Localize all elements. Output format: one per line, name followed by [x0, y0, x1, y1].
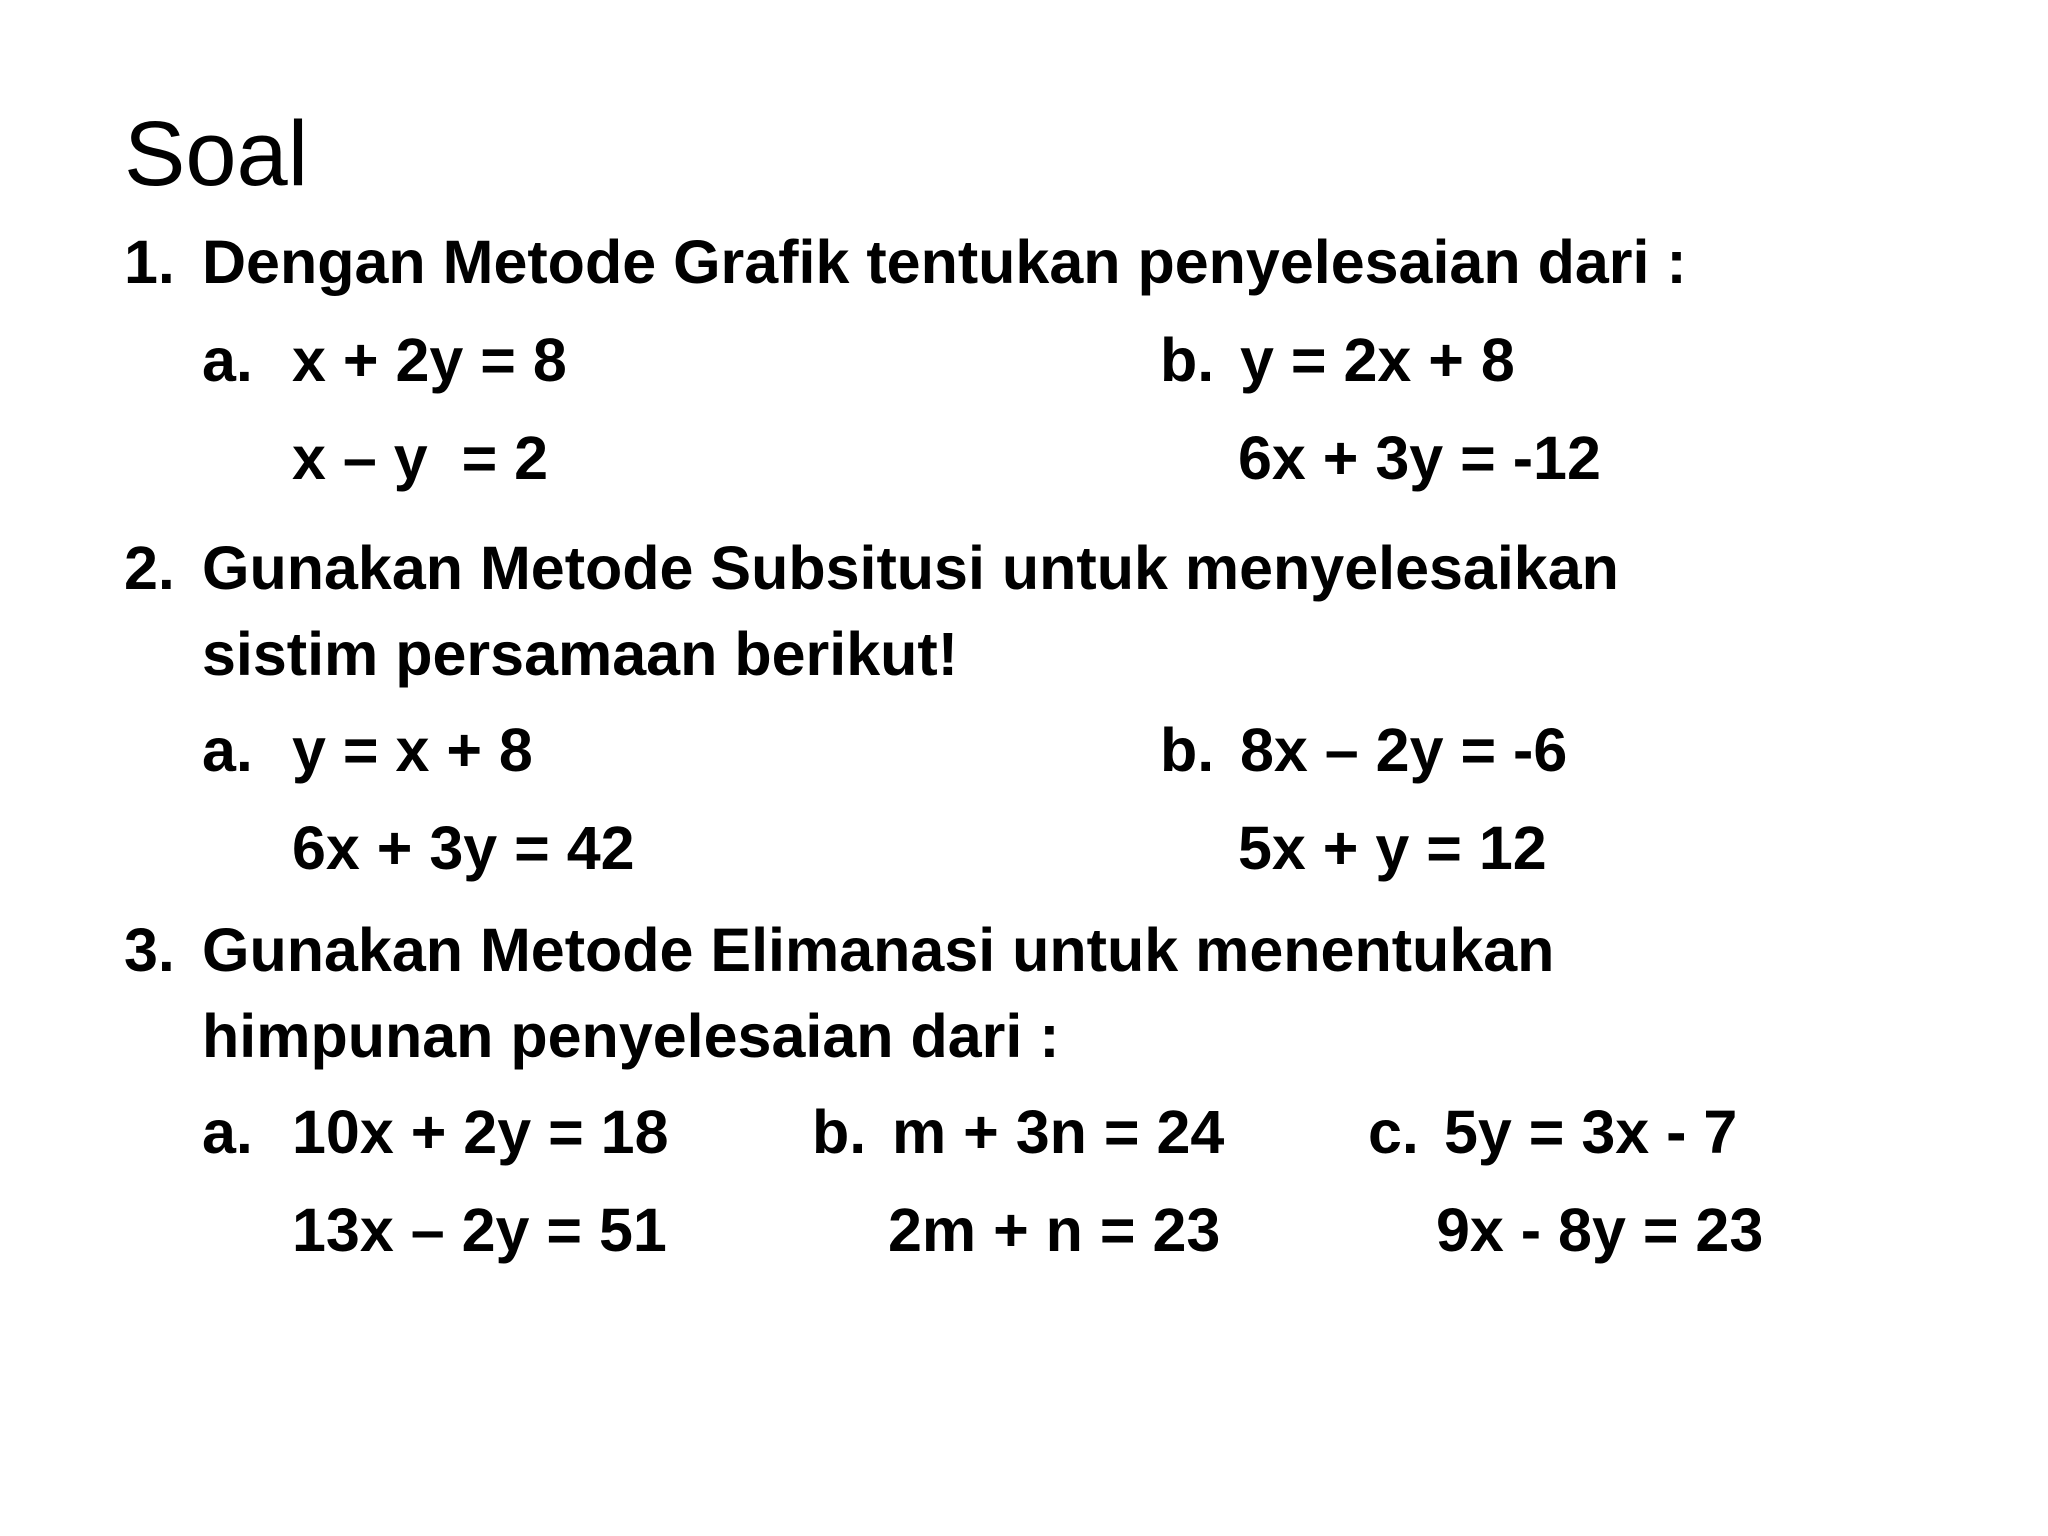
q3-item-b-eq2: 2m + n = 23	[888, 1196, 1221, 1264]
q3-item-b-eq1: m + 3n = 24	[892, 1098, 1225, 1166]
q1-item-a-label: a.	[202, 326, 253, 394]
q2-item-b-label: b.	[1160, 716, 1215, 784]
question-3-text-line-1: Gunakan Metode Elimanasi untuk menentukan	[202, 916, 1555, 984]
page-title: Soal	[124, 103, 309, 205]
question-3-text-line-2: himpunan penyelesaian dari :	[202, 1002, 1060, 1070]
question-2-number: 2.	[124, 534, 175, 602]
question-2-text-line-1: Gunakan Metode Subsitusi untuk menyelesaikan	[202, 534, 1619, 602]
question-1-text: Dengan Metode Grafik tentukan penyelesaian dari :	[202, 228, 1687, 296]
q1-item-a-eq1: x + 2y = 8	[292, 326, 567, 394]
q3-item-c-eq2: 9x - 8y = 23	[1436, 1196, 1764, 1264]
q3-item-a-eq2: 13x – 2y = 51	[292, 1196, 667, 1264]
q3-item-a-eq1: 10x + 2y = 18	[292, 1098, 669, 1166]
q2-item-a-eq2: 6x + 3y = 42	[292, 814, 635, 882]
q2-item-b-eq1: 8x – 2y = -6	[1240, 716, 1568, 784]
question-1-number: 1.	[124, 228, 175, 296]
q1-item-b-eq2: 6x + 3y = -12	[1238, 424, 1601, 492]
q2-item-b-eq2: 5x + y = 12	[1238, 814, 1547, 882]
q2-item-a-eq1: y = x + 8	[292, 716, 533, 784]
question-3-number: 3.	[124, 916, 175, 984]
q3-item-a-label: a.	[202, 1098, 253, 1166]
q3-item-c-label: c.	[1368, 1098, 1419, 1166]
q1-item-b-eq1: y = 2x + 8	[1240, 326, 1515, 394]
q1-item-b-label: b.	[1160, 326, 1215, 394]
q3-item-c-eq1: 5y = 3x - 7	[1444, 1098, 1738, 1166]
q1-item-a-eq2: x – y = 2	[292, 424, 549, 492]
q2-item-a-label: a.	[202, 716, 253, 784]
question-2-text-line-2: sistim persamaan berikut!	[202, 620, 959, 688]
q3-item-b-label: b.	[812, 1098, 867, 1166]
